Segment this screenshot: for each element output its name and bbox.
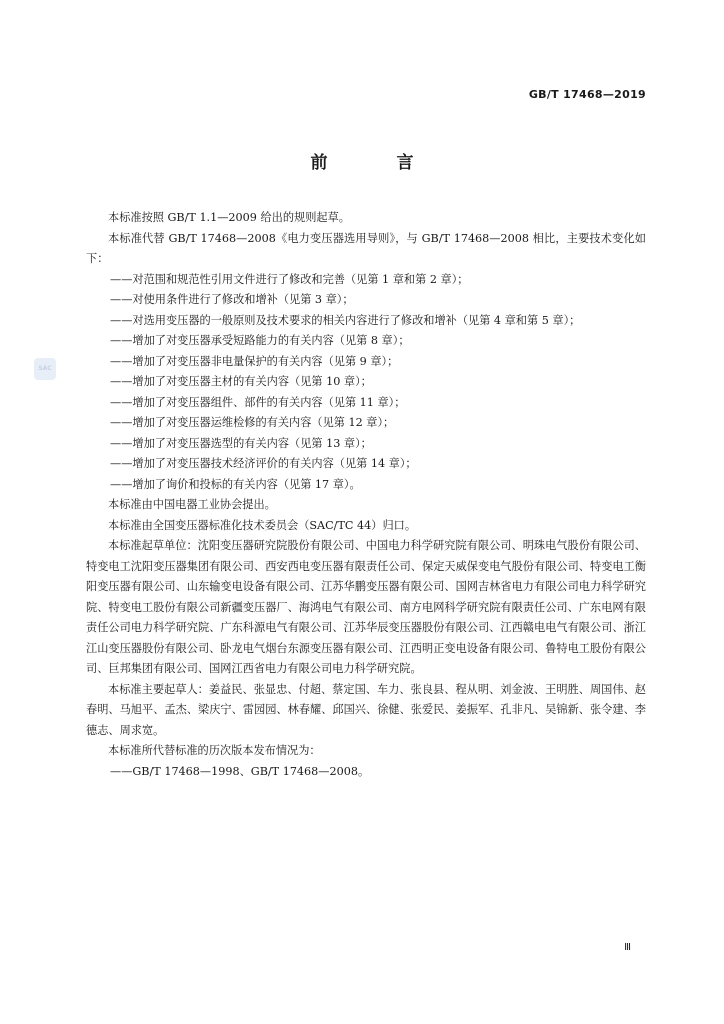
change-item: ——增加了对变压器主材的有关内容（见第 10 章）； xyxy=(110,375,372,388)
proposed-by-paragraph: 本标准由中国电器工业协会提出。 xyxy=(108,498,276,511)
intro-paragraph: 本标准按照 GB/T 1.1—2009 给出的规则起草。 xyxy=(108,211,350,224)
change-item: ——增加了询价和投标的有关内容（见第 17 章）。 xyxy=(110,477,361,491)
change-item: ——增加了对变压器非电量保护的有关内容（见第 9 章）； xyxy=(110,354,399,368)
centralized-by-paragraph: 本标准由全国变压器标准化技术委员会（SAC/TC 44）归口。 xyxy=(108,518,417,532)
change-item: ——对使用条件进行了修改和增补（见第 3 章）； xyxy=(110,293,354,306)
change-item: ——对选用变压器的一般原则及技术要求的相关内容进行了修改和增补（见第 4 章和第 5 章）； xyxy=(110,313,581,327)
sac-watermark-icon: SAC xyxy=(34,358,56,380)
change-item: ——增加了对变压器承受短路能力的有关内容（见第 8 章）； xyxy=(110,334,410,347)
changes-list xyxy=(86,270,646,496)
change-item: ——增加了对变压器组件、部件的有关内容（见第 11 章）； xyxy=(110,395,406,409)
history-item: ——GB/T 17468—1998、GB/T 17468—2008。 xyxy=(110,764,370,778)
drafting-units-paragraph: 本标准起草单位：沈阳变压器研究院股份有限公司、中国电力科学研究院有限公司、明珠电气股份有限公司、特变电工沈阳变压器集团有限公司、西安西电变压器有限责任公司、保定天威保变电气股份有限公司、特变电工衡阳变压器有限公司、山东输变电设备有限公司、江苏华鹏变压器有限公司、国网吉林省电力有限公司电力科学研究院、特变电工股份有限公司新疆变压器厂、海鸿电气有限公司、南方电网科学研究院有限责任公司、广东电网有限责任公司电力科学研究院、广东科源电气有限公司、江苏华辰变压器股份有限公司、江西赣电电气有限公司、浙江江山变压器股份有限公司、卧龙电气烟台东源变压器有限公司、江西明正变电设备有限公司、鲁特电工股份有限公司、巨邦集团有限公司、国网江西省电力有限公司电力科学研究院。 xyxy=(86,539,646,675)
change-item: ——增加了对变压器选型的有关内容（见第 13 章）； xyxy=(110,436,372,450)
page-number: Ⅲ xyxy=(624,942,630,953)
standard-code: GB/T 17468—2019 xyxy=(528,88,646,101)
change-item: ——增加了对变压器运维检修的有关内容（见第 12 章）； xyxy=(110,416,395,429)
replacement-paragraph: 本标准代替 GB/T 17468—2008《电力变压器选用导则》，与 GB/T 17468—2008 相比，主要技术变化如下： xyxy=(86,231,646,265)
history-intro-paragraph: 本标准所代替标准的历次版本发布情况为： xyxy=(108,744,321,757)
foreword-body xyxy=(86,208,646,782)
drafters-paragraph: 本标准主要起草人：姜益民、张显忠、付超、蔡定国、车力、张良县、程从明、刘金波、王明胜、周国伟、赵春明、马旭平、孟杰、梁庆宁、雷园园、林春耀、邱国兴、徐健、张爱民、姜振军、孔非凡、吴锦新、张令建、李德志、周求宽。 xyxy=(86,682,646,737)
change-item: ——增加了对变压器技术经济评价的有关内容（见第 14 章）； xyxy=(110,457,417,470)
change-item: ——对范围和规范性引用文件进行了修改和完善（见第 1 章和第 2 章）； xyxy=(110,272,469,286)
page-title: 前 言 xyxy=(310,153,440,173)
